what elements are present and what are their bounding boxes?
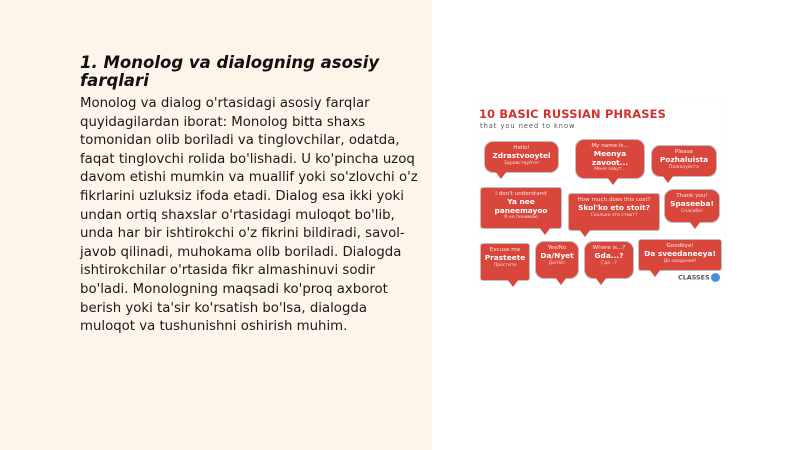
phrase-transliteration: Prasteete <box>484 253 526 262</box>
classes-logo <box>678 273 720 282</box>
phrase-transliteration: Zdrastvooytel <box>492 151 551 160</box>
phrase-english: My name is... <box>591 143 629 149</box>
phrase-russian: Меня зовут... <box>594 167 626 173</box>
phrase-transliteration: Spaseeba! <box>670 199 714 208</box>
phrase-bubble-where-is <box>584 241 634 279</box>
phrase-transliteration: Pozhaluista <box>659 155 709 164</box>
phrase-english: Thank you! <box>676 193 708 199</box>
phrase-russian: Где...? <box>601 260 617 266</box>
phrase-russian: Спасибо! <box>680 208 704 214</box>
phrase-russian: Да/Нет <box>548 260 566 266</box>
phrase-bubble-yes-no <box>535 241 579 279</box>
phrase-bubble-excuse-me <box>480 243 530 281</box>
picture-subtitle: that you need to know <box>480 122 576 130</box>
phrase-russian: Простите <box>493 262 517 268</box>
phrase-english: Excuse me <box>489 247 521 253</box>
phrase-bubble-please <box>651 145 717 177</box>
phrase-transliteration: Gda...? <box>594 251 624 260</box>
phrase-english: Hello! <box>513 145 530 151</box>
phrase-russian: Здравствуйте! <box>503 160 540 166</box>
phrase-english: Where is...? <box>592 245 626 251</box>
phrase-russian: Я не понимаю <box>504 215 538 221</box>
phrase-bubble-goodbye <box>638 239 722 271</box>
phrase-russian: Пожалуйста <box>669 164 699 170</box>
phrase-english: How much does this cost? <box>577 197 651 203</box>
phrase-bubble-hello <box>484 141 559 173</box>
logo-mark-icon <box>711 273 720 282</box>
phrase-transliteration: Meenya zavoot... <box>591 149 629 167</box>
phrase-transliteration: Ya nee paneemayoo <box>494 197 548 215</box>
phrase-bubble-my-name <box>575 139 645 179</box>
slide-body-text: Monolog va dialog o'rtasidagi asosiy farqlar quyidagilardan iborat: Monolog bitta shaxs tomonidan olib boriladi va tinglovchilar, odatda, faqat tinglovchi rolida bo'lishadi. U ko'pincha uzoq davom etishi mumkin va muallif yoki so'zlovchi o'z fikrlarini uzluksiz ifoda etadi. Dialog esa ikki yoki undan ortiq shaxslar o'rtasidagi muloqot bo'lib, unda har bir ishtirokchi o'z fikrini bildiradi, savol-javob qilinadi, muhokama olib boriladi. Dialogda ishtirokchilar o'rtasida fikr almashinuvi sodir bo'ladi. Monologning maqsadi ko'proq axborot berish yoki ta'sir ko'rsatish bo'lsa, dialogda muloqot va tushunishni oshirish muhim. <box>80 96 418 335</box>
russian-phrases-picture <box>475 101 725 287</box>
phrase-transliteration: Da sveedaneeya! <box>644 249 716 258</box>
phrase-bubble-thank-you <box>664 189 720 223</box>
phrase-bubble-dont-understand <box>480 187 562 229</box>
phrase-bubble-how-much <box>568 193 660 231</box>
picture-title: 10 BASIC RUSSIAN PHRASES <box>479 107 667 121</box>
phrase-english: I don't understand <box>495 191 547 197</box>
logo-text: CLASSES <box>678 273 710 282</box>
phrase-english: Goodbye! <box>666 243 694 249</box>
phrase-russian: До свидания! <box>663 258 697 264</box>
phrase-english: Yes/No <box>547 245 567 251</box>
phrase-transliteration: Da/Nyet <box>540 251 574 260</box>
phrase-transliteration: Skol'ko eto stoit? <box>578 203 650 212</box>
phrase-russian: Сколько это стоит? <box>590 212 638 218</box>
slide-title: 1. Monolog va dialogning asosiy farqlari <box>80 53 380 90</box>
phrase-english: Please <box>674 149 694 155</box>
